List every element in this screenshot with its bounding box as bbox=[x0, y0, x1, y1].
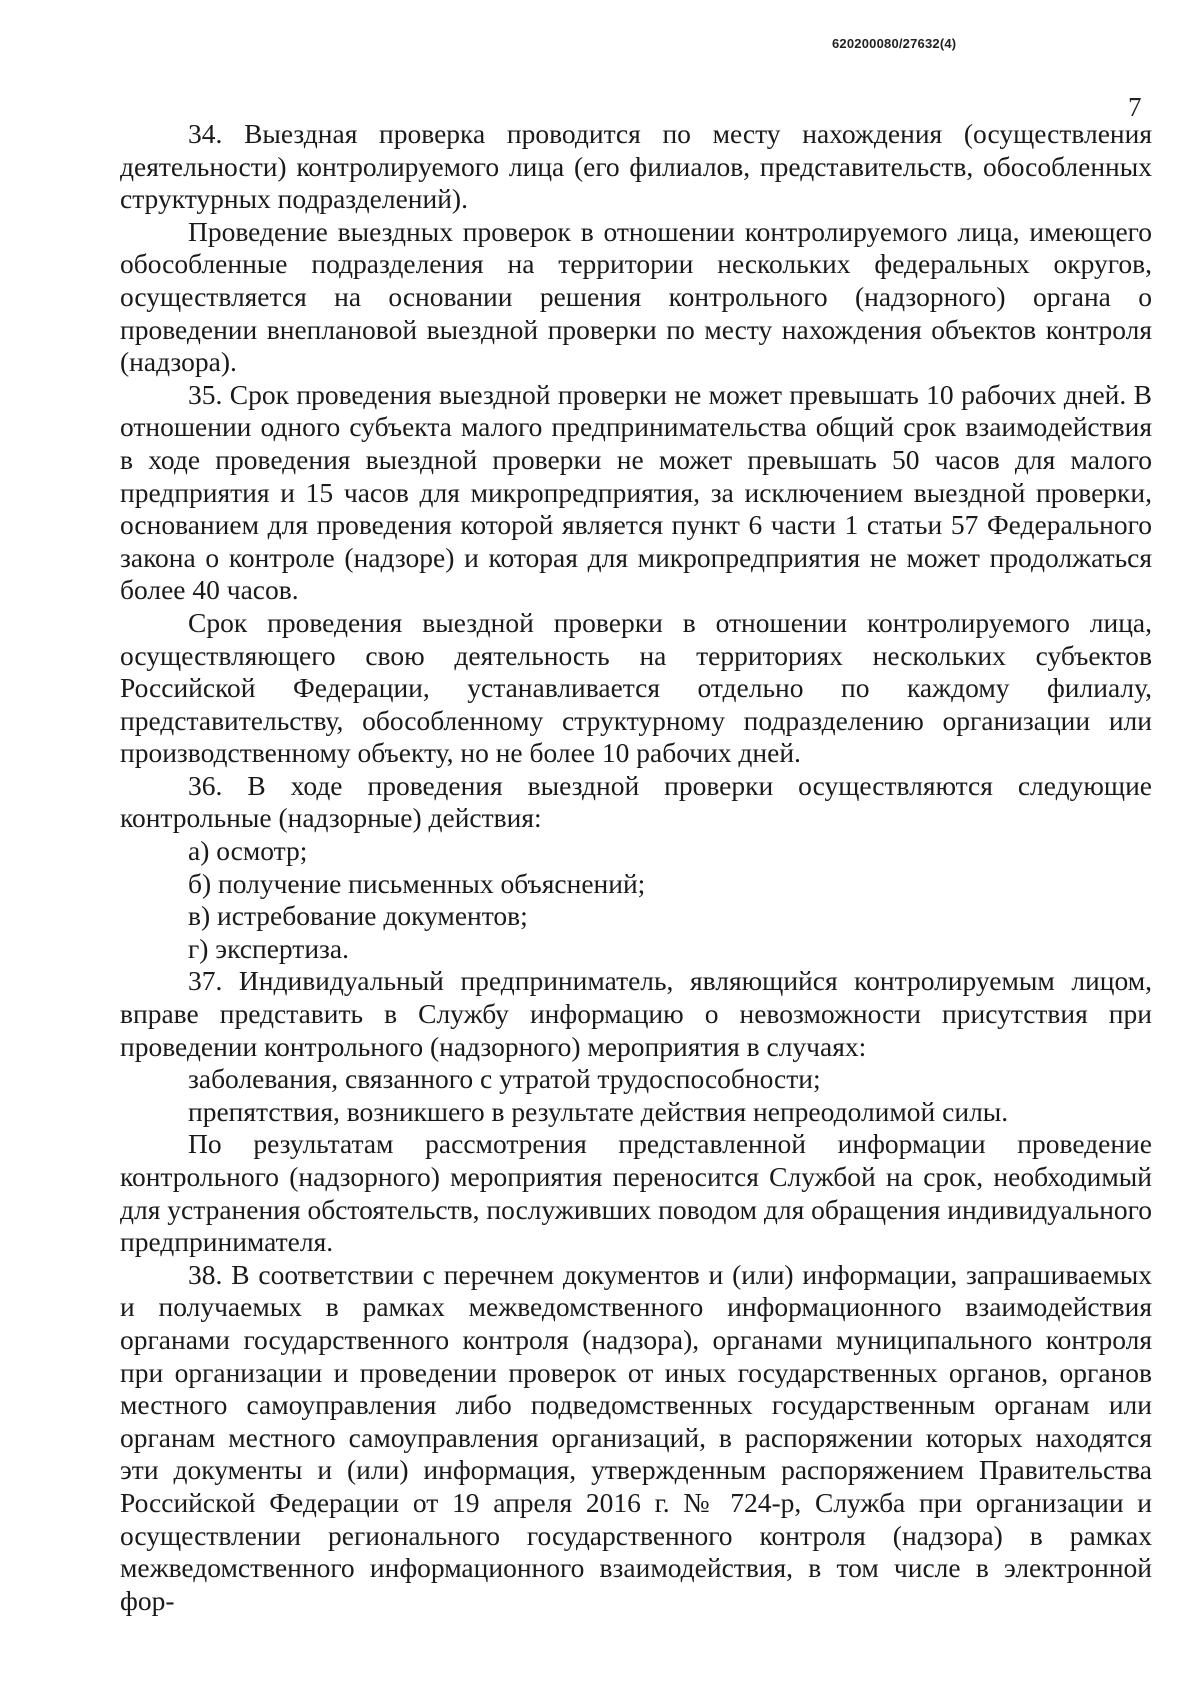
paragraph-37: 37. Индивидуальный предприниматель, являющийся контролируемым лицом, вправе представить в Службу информацию о невозможности присутствия при проведении контрольного (надзорного) мероприятия в случаях: bbox=[120, 965, 1152, 1062]
case-item-force-majeure: препятствия, возникшего в результате действия непреодолимой силы. bbox=[188, 1095, 1009, 1127]
paragraph-36: 36. В ходе проведения выездной проверки осуществляются следующие контрольные (надзорные) действия: bbox=[120, 769, 1152, 834]
paragraph-37-continued: По результатам рассмотрения представленной информации проведение контрольного (надзорного) мероприятия переносится Службой на срок, необходимый для устранения обстоятельств, послуживших поводом для обращения индивидуального предпринимателя. bbox=[120, 1128, 1152, 1258]
list-item-b: б) получение письменных объяснений; bbox=[188, 867, 646, 899]
paragraph-34: 34. Выездная проверка проводится по месту нахождения (осуществления деятельности) контролируемого лица (его филиалов, представительств, обособленных структурных подразделений). bbox=[120, 118, 1152, 215]
paragraph-34-continued: Проведение выездных проверок в отношении контролируемого лица, имеющего обособленные подразделения на территории нескольких федеральных округов, осуществляется на основании решения контрольного (надзорного) органа о проведении внеплановой выездной проверки по месту нахождения объектов контроля (надзора). bbox=[120, 215, 1152, 378]
document-id: 620200080/27632(4) bbox=[832, 36, 957, 51]
list-item-v: в) истребование документов; bbox=[188, 900, 528, 932]
document-body bbox=[120, 118, 1152, 1617]
list-item-g: г) экспертиза. bbox=[188, 932, 349, 964]
paragraph-38: 38. В соответствии с перечнем документов и (или) информации, запрашиваемых и получаемых в рамках межведомственного информационного взаимодействия органами государственного контроля (надзора), органами муниципального контроля при организации и проведении проверок от иных государственных органов, органов местного самоуправления либо подведомственных государственным органам или органам местного самоуправления организаций, в распоряжении которых находятся эти документы и (или) информация, утвержденным распоряжением Правительства Российской Федерации от 19 апреля 2016 г. № 724-р, Служба при организации и осуществлении регионального государственного контроля (надзора) в рамках межведомственного информационного взаимодействия, в том числе в электронной фор- bbox=[120, 1258, 1152, 1616]
case-item-illness: заболевания, связанного с утратой трудоспособности; bbox=[188, 1063, 821, 1095]
paragraph-35-continued: Срок проведения выездной проверки в отношении контролируемого лица, осуществляющего свою деятельность на территориях нескольких субъектов Российской Федерации, устанавливается отдельно по каждому филиалу, представительству, обособленному структурному подразделению организации или производственному объекту, но не более 10 рабочих дней. bbox=[120, 606, 1152, 769]
page-number: 7 bbox=[1128, 92, 1142, 122]
list-item-a: а) осмотр; bbox=[188, 835, 308, 867]
paragraph-35: 35. Срок проведения выездной проверки не может превышать 10 рабочих дней. В отношении одного субъекта малого предпринимательства общий срок взаимодействия в ходе проведения выездной проверки не может превышать 50 часов для малого предприятия и 15 часов для микропредприятия, за исключением выездной проверки, основанием для проведения которой является пункт 6 части 1 статьи 57 Федерального закона о контроле (надзоре) и которая для микропредприятия не может продолжаться более 40 часов. bbox=[120, 378, 1152, 606]
